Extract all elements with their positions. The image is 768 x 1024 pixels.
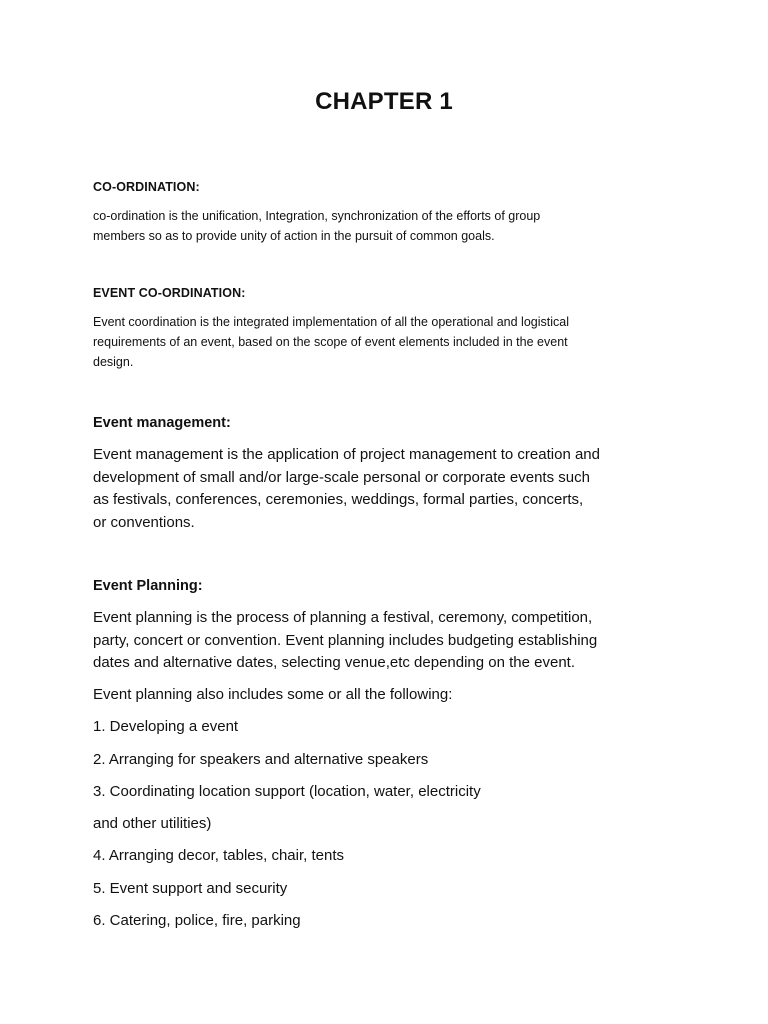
event-management-heading: Event management: [93,415,231,431]
event-management-paragraph [93,444,693,534]
event-planning-intro: Event planning also includes some or all the following: [93,686,453,703]
event-coordination-paragraph [93,312,683,372]
event-planning-list-item: 1. Developing a event [93,718,239,735]
event-planning-list-item: and other utilities) [93,815,212,832]
event-planning-list-item: 3. Coordinating location support (location, water, electricity [93,783,481,800]
event-planning-list-item: 2. Arranging for speakers and alternative speakers [93,751,429,768]
event-coordination-line: Event coordination is the integrated implementation of all the operational and logistical [93,315,569,329]
coordination-paragraph [93,206,683,246]
event-coordination-line: requirements of an event, based on the scope of event elements included in the event [93,335,568,349]
event-management-line: development of small and/or large-scale personal or corporate events such [93,468,590,486]
event-planning-list-item: 5. Event support and security [93,880,288,897]
event-planning-line: Event planning is the process of planning a festival, ceremony, competition, [93,609,593,626]
event-planning-list-item: 4. Arranging decor, tables, chair, tents [93,847,344,864]
event-management-line: Event management is the application of project management to creation and [93,446,600,463]
event-coordination-line: design. [93,355,134,369]
event-planning-heading: Event Planning: [93,578,203,594]
coordination-line: members so as to provide unity of action in the pursuit of common goals. [93,229,495,243]
event-planning-line: party, concert or convention. Event planning includes budgeting establishing [93,631,598,649]
event-planning-line: dates and alternative dates, selecting venue,etc depending on the event. [93,654,576,671]
chapter-title: CHAPTER 1 [315,88,453,115]
coordination-line: co-ordination is the unification, Integration, synchronization of the efforts of group [93,209,541,223]
event-management-line: or conventions. [93,513,195,531]
coordination-heading: CO-ORDINATION: [93,180,200,194]
event-management-line: as festivals, conferences, ceremonies, weddings, formal parties, concerts, [93,491,584,508]
event-planning-paragraph [93,607,693,675]
event-planning-list-item: 6. Catering, police, fire, parking [93,912,301,929]
event-coordination-heading: EVENT CO-ORDINATION: [93,286,246,300]
